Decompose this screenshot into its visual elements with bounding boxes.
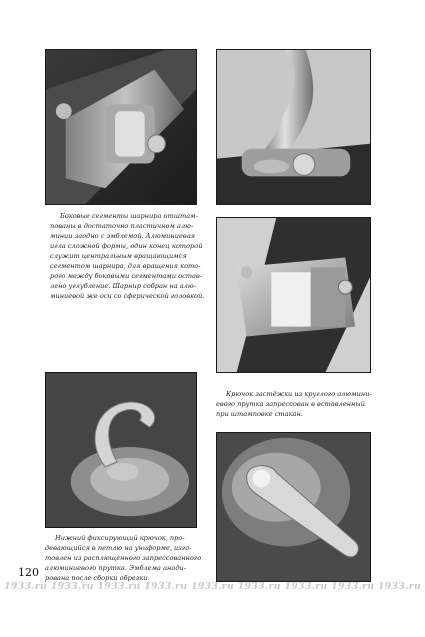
caption-line: служит центральным вращающимся [50,252,187,260]
caption-line: минии заодно с эмблемой. Алюминиевая [50,232,196,240]
caption-line: при штамповке стакан. [216,410,303,418]
page-number: 120 [18,566,39,579]
caption-line: рована после сборки обрезки. [45,574,150,582]
caption-line: миниевой же оси со сферической головкой. [50,292,205,300]
caption-line: лено углубление. Шарнир собран на алю- [50,282,196,290]
caption-line: пованы в достаточно пластичном алю- [50,222,194,230]
caption-line: товлен из расплющенного запрессованного [45,554,202,562]
watermark-text: 1933.ru [331,581,375,592]
hinge-caption [50,211,205,301]
lower-hook-photo [216,432,371,582]
clasp-hook-caption [216,389,371,419]
caption-line: Нижний фиксирующий крючок, про- [55,534,185,542]
caption-line: сегментом шарнира, для вращения кото- [50,262,201,270]
watermark-text: 1933.ru [97,581,141,592]
hinge-closeup-photo [45,49,197,205]
watermark-text: 1933.ru [144,581,188,592]
caption-line: Крючок застёжки из круглого алюмини- [226,390,372,398]
watermark-row [0,581,425,592]
clasp-hook-photo [45,372,197,528]
watermark-text: 1933.ru [377,581,421,592]
page-bottom-margin [0,588,425,637]
watermark-text: 1933.ru [190,581,234,592]
caption-line: алюминиевого прутка. Эмблема аноди- [45,564,186,572]
caption-line: рого между боковыми сегментами остав- [50,272,203,280]
caption-line: Боковые сегменты шарнира отштам- [60,212,198,220]
watermark-text: 1933.ru [237,581,281,592]
caption-line: игла сложной формы, один конец которой [50,242,203,250]
watermark-text: 1933.ru [284,581,328,592]
watermark-text: 1933.ru [4,581,48,592]
caption-line: евого прутка запрессован в вставленный [216,400,365,408]
hinge-assembly-photo [216,217,371,373]
caption-line: девающийся в петлю на униформе, изго- [45,544,192,552]
pin-tip-photo [216,49,371,205]
lower-hook-caption [45,533,202,583]
watermark-text: 1933.ru [50,581,94,592]
